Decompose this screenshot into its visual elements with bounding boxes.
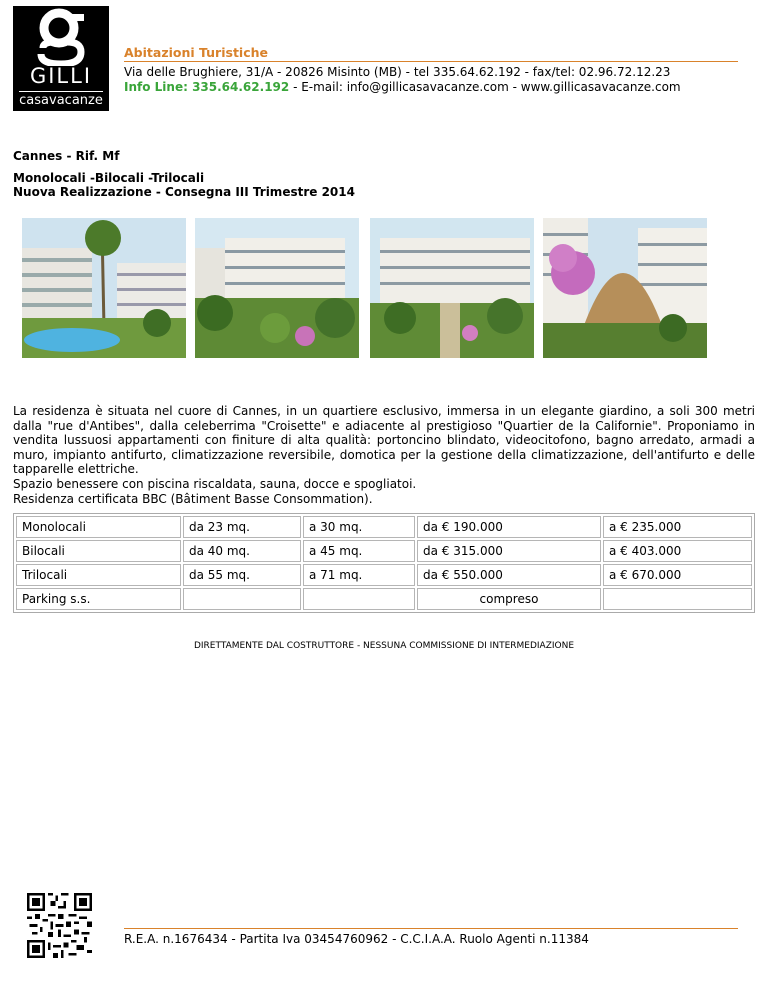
unit-type: Monolocali (16, 516, 181, 538)
photo-residence-garden (195, 218, 359, 358)
description-paragraph: La residenza è situata nel cuore di Cannes, in un quartiere esclusivo, immersa in un elegante giardino, a soli 300 metri dalla "rue d'Antibes", dalla celeberrima "Croisette" e adiacente al prestigioso "Quartier de la Californie". Proponiamo in vendita lussuosi appartamenti con finiture di alta qualità: portoncino blindato, videocitofono, bagno arredato, armadi a muro, impianto antifurto, climatizzazione reversibile, domotica per la gestione della climatizzazione, dell'antifurto e delle tapparelle elettriche. (13, 404, 755, 477)
table-row (16, 540, 752, 562)
logo-subtitle: casavacanze (19, 93, 103, 108)
price-to: a € 403.000 (603, 540, 752, 562)
header-divider (124, 61, 738, 62)
photo-residence-pool (22, 218, 186, 358)
agency-name: Abitazioni Turistiche (124, 45, 268, 60)
logo-brand: GILLI (29, 64, 93, 88)
delivery-info: Nuova Realizzazione - Consegna III Trimestre 2014 (13, 185, 355, 199)
table-row (16, 588, 752, 610)
size-from: da 40 mq. (183, 540, 301, 562)
commission-note: DIRETTAMENTE DAL COSTRUTTORE - NESSUNA COMMISSIONE DI INTERMEDIAZIONE (193, 641, 575, 651)
agency-address: Via delle Brughiere, 31/A - 20826 Misinto (MB) - tel 335.64.62.192 - fax/tel: 02.96.72.12.23 (124, 65, 671, 79)
price-to: a € 235.000 (603, 516, 752, 538)
size-to: a 30 mq. (303, 516, 415, 538)
property-subtitle (13, 171, 355, 199)
unit-type: Trilocali (16, 564, 181, 586)
infoline-label: Info Line: 335.64.62.192 (124, 80, 290, 94)
size-from: da 23 mq. (183, 516, 301, 538)
logo-divider (19, 91, 103, 92)
size-to: a 71 mq. (303, 564, 415, 586)
size-from: da 55 mq. (183, 564, 301, 586)
company-logo (13, 6, 109, 111)
size-to (303, 588, 415, 610)
price-from: da € 190.000 (417, 516, 601, 538)
description-spa: Spazio benessere con piscina riscaldata, sauna, docce e spogliatoi. (13, 476, 417, 491)
parking-price: compreso (417, 588, 601, 610)
unit-type: Bilocali (16, 540, 181, 562)
page-title: Cannes - Rif. Mf (13, 149, 120, 163)
header (124, 45, 738, 95)
price-table (13, 513, 755, 613)
legal-info: R.E.A. n.1676434 - Partita Iva 03454760962 - C.C.I.A.A. Ruolo Agenti n.11384 (124, 932, 589, 946)
table-row (16, 516, 752, 538)
price-to: a € 670.000 (603, 564, 752, 586)
photo-residence-jacaranda (543, 218, 707, 358)
contact-details[interactable]: - E-mail: info@gillicasavacanze.com - www.gillicasavacanze.com (289, 80, 681, 94)
size-to: a 45 mq. (303, 540, 415, 562)
contact-line (124, 80, 738, 95)
g-logo-icon (33, 8, 89, 66)
photo-residence-facade (370, 218, 534, 358)
price-to (603, 588, 752, 610)
size-from (183, 588, 301, 610)
qr-code-icon[interactable] (27, 893, 92, 958)
price-from: da € 315.000 (417, 540, 601, 562)
table-row (16, 564, 752, 586)
price-from: da € 550.000 (417, 564, 601, 586)
unit-types: Monolocali -Bilocali -Trilocali (13, 171, 205, 185)
property-description (13, 404, 755, 506)
footer (124, 928, 738, 946)
footer-divider (124, 928, 738, 929)
unit-type: Parking s.s. (16, 588, 181, 610)
description-certification: Residenza certificata BBC (Bâtiment Basse Consommation). (13, 491, 373, 506)
